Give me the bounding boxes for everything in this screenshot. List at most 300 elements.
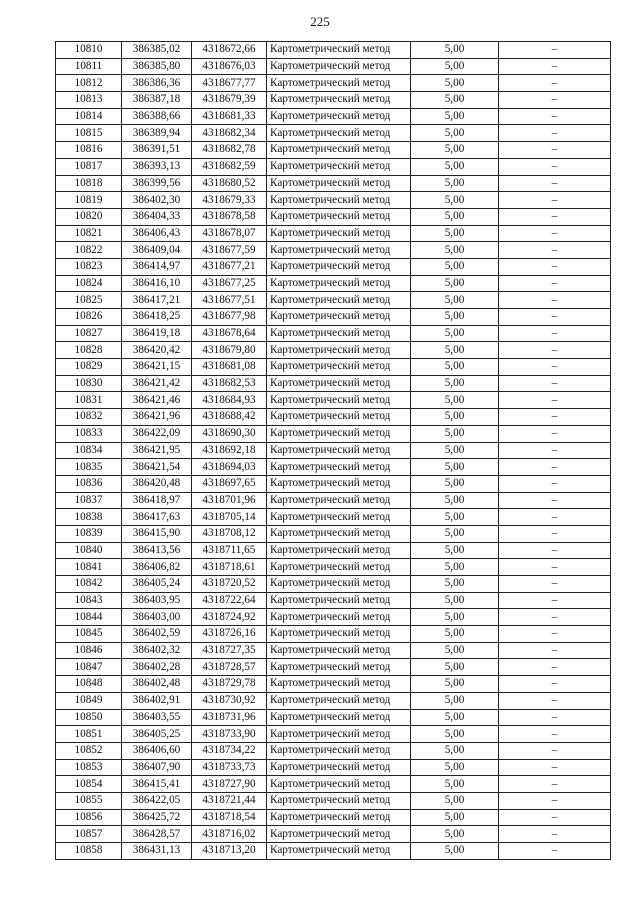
- point-number-cell: 10847: [56, 659, 122, 676]
- x-coordinate-cell: 386421,96: [122, 409, 192, 426]
- table-row: [56, 509, 611, 526]
- method-cell: Картометрический метод: [267, 525, 411, 542]
- method-cell: Картометрический метод: [267, 759, 411, 776]
- description-cell: –: [499, 742, 611, 759]
- method-cell: Картометрический метод: [267, 142, 411, 159]
- point-number-cell: 10823: [56, 258, 122, 275]
- y-coordinate-cell: 4318697,65: [192, 475, 267, 492]
- point-number-cell: 10840: [56, 542, 122, 559]
- accuracy-cell: 5,00: [411, 459, 499, 476]
- y-coordinate-cell: 4318727,90: [192, 776, 267, 793]
- method-cell: Картометрический метод: [267, 626, 411, 643]
- point-number-cell: 10831: [56, 392, 122, 409]
- x-coordinate-cell: 386421,54: [122, 459, 192, 476]
- point-number-cell: 10815: [56, 125, 122, 142]
- description-cell: –: [499, 175, 611, 192]
- x-coordinate-cell: 386407,90: [122, 759, 192, 776]
- x-coordinate-cell: 386403,55: [122, 709, 192, 726]
- x-coordinate-cell: 386421,95: [122, 442, 192, 459]
- method-cell: Картометрический метод: [267, 726, 411, 743]
- accuracy-cell: 5,00: [411, 809, 499, 826]
- method-cell: Картометрический метод: [267, 192, 411, 209]
- point-number-cell: 10835: [56, 459, 122, 476]
- point-number-cell: 10811: [56, 58, 122, 75]
- x-coordinate-cell: 386402,91: [122, 692, 192, 709]
- description-cell: –: [499, 709, 611, 726]
- table-row: [56, 792, 611, 809]
- table-row: [56, 442, 611, 459]
- point-number-cell: 10837: [56, 492, 122, 509]
- point-number-cell: 10812: [56, 75, 122, 92]
- point-number-cell: 10854: [56, 776, 122, 793]
- point-number-cell: 10810: [56, 42, 122, 59]
- x-coordinate-cell: 386402,30: [122, 192, 192, 209]
- x-coordinate-cell: 386409,04: [122, 242, 192, 259]
- y-coordinate-cell: 4318730,92: [192, 692, 267, 709]
- method-cell: Картометрический метод: [267, 42, 411, 59]
- method-cell: Картометрический метод: [267, 75, 411, 92]
- x-coordinate-cell: 386385,80: [122, 58, 192, 75]
- y-coordinate-cell: 4318733,90: [192, 726, 267, 743]
- method-cell: Картометрический метод: [267, 242, 411, 259]
- description-cell: –: [499, 208, 611, 225]
- description-cell: –: [499, 609, 611, 626]
- x-coordinate-cell: 386402,48: [122, 676, 192, 693]
- method-cell: Картометрический метод: [267, 742, 411, 759]
- method-cell: Картометрический метод: [267, 292, 411, 309]
- table-row: [56, 559, 611, 576]
- table-row: [56, 242, 611, 259]
- point-number-cell: 10816: [56, 142, 122, 159]
- description-cell: –: [499, 125, 611, 142]
- accuracy-cell: 5,00: [411, 258, 499, 275]
- point-number-cell: 10855: [56, 792, 122, 809]
- y-coordinate-cell: 4318701,96: [192, 492, 267, 509]
- accuracy-cell: 5,00: [411, 42, 499, 59]
- table-row: [56, 192, 611, 209]
- accuracy-cell: 5,00: [411, 626, 499, 643]
- accuracy-cell: 5,00: [411, 175, 499, 192]
- table-row: [56, 359, 611, 376]
- description-cell: –: [499, 542, 611, 559]
- x-coordinate-cell: 386402,59: [122, 626, 192, 643]
- coordinates-table: [55, 41, 611, 860]
- point-number-cell: 10833: [56, 425, 122, 442]
- x-coordinate-cell: 386404,33: [122, 208, 192, 225]
- point-number-cell: 10843: [56, 592, 122, 609]
- description-cell: –: [499, 843, 611, 860]
- x-coordinate-cell: 386406,60: [122, 742, 192, 759]
- x-coordinate-cell: 386431,13: [122, 843, 192, 860]
- table-row: [56, 592, 611, 609]
- x-coordinate-cell: 386413,56: [122, 542, 192, 559]
- description-cell: –: [499, 425, 611, 442]
- x-coordinate-cell: 386420,42: [122, 342, 192, 359]
- y-coordinate-cell: 4318713,20: [192, 843, 267, 860]
- point-number-cell: 10818: [56, 175, 122, 192]
- table-row: [56, 309, 611, 326]
- description-cell: –: [499, 676, 611, 693]
- description-cell: –: [499, 525, 611, 542]
- table-row: [56, 342, 611, 359]
- description-cell: –: [499, 108, 611, 125]
- x-coordinate-cell: 386402,28: [122, 659, 192, 676]
- accuracy-cell: 5,00: [411, 292, 499, 309]
- table-row: [56, 125, 611, 142]
- method-cell: Картометрический метод: [267, 58, 411, 75]
- y-coordinate-cell: 4318679,80: [192, 342, 267, 359]
- method-cell: Картометрический метод: [267, 559, 411, 576]
- x-coordinate-cell: 386416,10: [122, 275, 192, 292]
- accuracy-cell: 5,00: [411, 108, 499, 125]
- method-cell: Картометрический метод: [267, 359, 411, 376]
- point-number-cell: 10834: [56, 442, 122, 459]
- table-row: [56, 843, 611, 860]
- table-row: [56, 75, 611, 92]
- y-coordinate-cell: 4318678,64: [192, 325, 267, 342]
- table-row: [56, 42, 611, 59]
- x-coordinate-cell: 386405,25: [122, 726, 192, 743]
- method-cell: Картометрический метод: [267, 542, 411, 559]
- y-coordinate-cell: 4318682,78: [192, 142, 267, 159]
- x-coordinate-cell: 386428,57: [122, 826, 192, 843]
- point-number-cell: 10820: [56, 208, 122, 225]
- accuracy-cell: 5,00: [411, 375, 499, 392]
- table-row: [56, 742, 611, 759]
- description-cell: –: [499, 325, 611, 342]
- x-coordinate-cell: 386418,25: [122, 309, 192, 326]
- point-number-cell: 10830: [56, 375, 122, 392]
- y-coordinate-cell: 4318690,30: [192, 425, 267, 442]
- y-coordinate-cell: 4318684,93: [192, 392, 267, 409]
- point-number-cell: 10856: [56, 809, 122, 826]
- accuracy-cell: 5,00: [411, 509, 499, 526]
- accuracy-cell: 5,00: [411, 592, 499, 609]
- x-coordinate-cell: 386422,09: [122, 425, 192, 442]
- table-row: [56, 108, 611, 125]
- x-coordinate-cell: 386419,18: [122, 325, 192, 342]
- y-coordinate-cell: 4318729,78: [192, 676, 267, 693]
- table-row: [56, 676, 611, 693]
- table-row: [56, 392, 611, 409]
- x-coordinate-cell: 386386,36: [122, 75, 192, 92]
- x-coordinate-cell: 386421,46: [122, 392, 192, 409]
- accuracy-cell: 5,00: [411, 576, 499, 593]
- description-cell: –: [499, 559, 611, 576]
- table-row: [56, 92, 611, 109]
- point-number-cell: 10839: [56, 525, 122, 542]
- accuracy-cell: 5,00: [411, 475, 499, 492]
- description-cell: –: [499, 792, 611, 809]
- y-coordinate-cell: 4318682,59: [192, 158, 267, 175]
- y-coordinate-cell: 4318728,57: [192, 659, 267, 676]
- accuracy-cell: 5,00: [411, 559, 499, 576]
- point-number-cell: 10857: [56, 826, 122, 843]
- y-coordinate-cell: 4318718,54: [192, 809, 267, 826]
- y-coordinate-cell: 4318720,52: [192, 576, 267, 593]
- method-cell: Картометрический метод: [267, 92, 411, 109]
- y-coordinate-cell: 4318733,73: [192, 759, 267, 776]
- table-row: [56, 709, 611, 726]
- accuracy-cell: 5,00: [411, 392, 499, 409]
- table-row: [56, 459, 611, 476]
- point-number-cell: 10826: [56, 309, 122, 326]
- description-cell: –: [499, 275, 611, 292]
- description-cell: –: [499, 192, 611, 209]
- method-cell: Картометрический метод: [267, 309, 411, 326]
- point-number-cell: 10813: [56, 92, 122, 109]
- description-cell: –: [499, 592, 611, 609]
- x-coordinate-cell: 386387,18: [122, 92, 192, 109]
- point-number-cell: 10838: [56, 509, 122, 526]
- x-coordinate-cell: 386402,32: [122, 642, 192, 659]
- table-row: [56, 609, 611, 626]
- accuracy-cell: 5,00: [411, 642, 499, 659]
- point-number-cell: 10836: [56, 475, 122, 492]
- x-coordinate-cell: 386418,97: [122, 492, 192, 509]
- x-coordinate-cell: 386422,05: [122, 792, 192, 809]
- description-cell: –: [499, 142, 611, 159]
- description-cell: –: [499, 75, 611, 92]
- x-coordinate-cell: 386405,24: [122, 576, 192, 593]
- table-row: [56, 375, 611, 392]
- x-coordinate-cell: 386403,00: [122, 609, 192, 626]
- point-number-cell: 10817: [56, 158, 122, 175]
- y-coordinate-cell: 4318726,16: [192, 626, 267, 643]
- method-cell: Картометрический метод: [267, 642, 411, 659]
- description-cell: –: [499, 342, 611, 359]
- description-cell: –: [499, 375, 611, 392]
- x-coordinate-cell: 386403,95: [122, 592, 192, 609]
- method-cell: Картометрический метод: [267, 342, 411, 359]
- point-number-cell: 10844: [56, 609, 122, 626]
- description-cell: –: [499, 726, 611, 743]
- method-cell: Картометрический метод: [267, 609, 411, 626]
- description-cell: –: [499, 42, 611, 59]
- method-cell: Картометрический метод: [267, 325, 411, 342]
- y-coordinate-cell: 4318716,02: [192, 826, 267, 843]
- y-coordinate-cell: 4318677,21: [192, 258, 267, 275]
- table-row: [56, 576, 611, 593]
- point-number-cell: 10848: [56, 676, 122, 693]
- accuracy-cell: 5,00: [411, 826, 499, 843]
- method-cell: Картометрический метод: [267, 208, 411, 225]
- accuracy-cell: 5,00: [411, 192, 499, 209]
- description-cell: –: [499, 776, 611, 793]
- description-cell: –: [499, 309, 611, 326]
- table-row: [56, 642, 611, 659]
- description-cell: –: [499, 759, 611, 776]
- y-coordinate-cell: 4318731,96: [192, 709, 267, 726]
- accuracy-cell: 5,00: [411, 75, 499, 92]
- accuracy-cell: 5,00: [411, 492, 499, 509]
- method-cell: Картометрический метод: [267, 709, 411, 726]
- method-cell: Картометрический метод: [267, 108, 411, 125]
- description-cell: –: [499, 242, 611, 259]
- y-coordinate-cell: 4318724,92: [192, 609, 267, 626]
- description-cell: –: [499, 642, 611, 659]
- y-coordinate-cell: 4318734,22: [192, 742, 267, 759]
- point-number-cell: 10858: [56, 843, 122, 860]
- table-body: [56, 42, 611, 860]
- y-coordinate-cell: 4318680,52: [192, 175, 267, 192]
- accuracy-cell: 5,00: [411, 726, 499, 743]
- x-coordinate-cell: 386421,42: [122, 375, 192, 392]
- description-cell: –: [499, 292, 611, 309]
- point-number-cell: 10846: [56, 642, 122, 659]
- table-row: [56, 409, 611, 426]
- y-coordinate-cell: 4318688,42: [192, 409, 267, 426]
- accuracy-cell: 5,00: [411, 759, 499, 776]
- x-coordinate-cell: 386393,13: [122, 158, 192, 175]
- accuracy-cell: 5,00: [411, 609, 499, 626]
- table-row: [56, 809, 611, 826]
- y-coordinate-cell: 4318694,03: [192, 459, 267, 476]
- table-row: [56, 325, 611, 342]
- point-number-cell: 10832: [56, 409, 122, 426]
- description-cell: –: [499, 492, 611, 509]
- point-number-cell: 10850: [56, 709, 122, 726]
- x-coordinate-cell: 386415,90: [122, 525, 192, 542]
- method-cell: Картометрический метод: [267, 843, 411, 860]
- point-number-cell: 10825: [56, 292, 122, 309]
- accuracy-cell: 5,00: [411, 242, 499, 259]
- point-number-cell: 10819: [56, 192, 122, 209]
- table-row: [56, 542, 611, 559]
- description-cell: –: [499, 626, 611, 643]
- accuracy-cell: 5,00: [411, 325, 499, 342]
- accuracy-cell: 5,00: [411, 158, 499, 175]
- point-number-cell: 10852: [56, 742, 122, 759]
- method-cell: Картометрический метод: [267, 592, 411, 609]
- point-number-cell: 10845: [56, 626, 122, 643]
- table-row: [56, 659, 611, 676]
- x-coordinate-cell: 386420,48: [122, 475, 192, 492]
- description-cell: –: [499, 442, 611, 459]
- point-number-cell: 10851: [56, 726, 122, 743]
- accuracy-cell: 5,00: [411, 125, 499, 142]
- method-cell: Картометрический метод: [267, 158, 411, 175]
- x-coordinate-cell: 386415,41: [122, 776, 192, 793]
- y-coordinate-cell: 4318705,14: [192, 509, 267, 526]
- y-coordinate-cell: 4318708,12: [192, 525, 267, 542]
- accuracy-cell: 5,00: [411, 342, 499, 359]
- x-coordinate-cell: 386399,56: [122, 175, 192, 192]
- description-cell: –: [499, 92, 611, 109]
- method-cell: Картометрический метод: [267, 175, 411, 192]
- method-cell: Картометрический метод: [267, 692, 411, 709]
- table-row: [56, 58, 611, 75]
- method-cell: Картометрический метод: [267, 826, 411, 843]
- table-row: [56, 726, 611, 743]
- x-coordinate-cell: 386425,72: [122, 809, 192, 826]
- method-cell: Картометрический метод: [267, 442, 411, 459]
- accuracy-cell: 5,00: [411, 525, 499, 542]
- x-coordinate-cell: 386388,66: [122, 108, 192, 125]
- accuracy-cell: 5,00: [411, 692, 499, 709]
- y-coordinate-cell: 4318679,33: [192, 192, 267, 209]
- description-cell: –: [499, 225, 611, 242]
- point-number-cell: 10841: [56, 559, 122, 576]
- method-cell: Картометрический метод: [267, 459, 411, 476]
- accuracy-cell: 5,00: [411, 659, 499, 676]
- description-cell: –: [499, 659, 611, 676]
- table-row: [56, 492, 611, 509]
- table-row: [56, 175, 611, 192]
- y-coordinate-cell: 4318682,34: [192, 125, 267, 142]
- accuracy-cell: 5,00: [411, 425, 499, 442]
- method-cell: Картометрический метод: [267, 475, 411, 492]
- accuracy-cell: 5,00: [411, 542, 499, 559]
- y-coordinate-cell: 4318681,08: [192, 359, 267, 376]
- x-coordinate-cell: 386417,63: [122, 509, 192, 526]
- y-coordinate-cell: 4318678,58: [192, 208, 267, 225]
- y-coordinate-cell: 4318677,25: [192, 275, 267, 292]
- description-cell: –: [499, 359, 611, 376]
- method-cell: Картометрический метод: [267, 659, 411, 676]
- method-cell: Картометрический метод: [267, 776, 411, 793]
- method-cell: Картометрический метод: [267, 392, 411, 409]
- x-coordinate-cell: 386421,15: [122, 359, 192, 376]
- point-number-cell: 10824: [56, 275, 122, 292]
- method-cell: Картометрический метод: [267, 509, 411, 526]
- accuracy-cell: 5,00: [411, 776, 499, 793]
- point-number-cell: 10828: [56, 342, 122, 359]
- accuracy-cell: 5,00: [411, 359, 499, 376]
- y-coordinate-cell: 4318711,65: [192, 542, 267, 559]
- y-coordinate-cell: 4318682,53: [192, 375, 267, 392]
- method-cell: Картометрический метод: [267, 492, 411, 509]
- y-coordinate-cell: 4318672,66: [192, 42, 267, 59]
- table-row: [56, 208, 611, 225]
- accuracy-cell: 5,00: [411, 742, 499, 759]
- accuracy-cell: 5,00: [411, 92, 499, 109]
- method-cell: Картометрический метод: [267, 576, 411, 593]
- table-row: [56, 425, 611, 442]
- description-cell: –: [499, 809, 611, 826]
- y-coordinate-cell: 4318727,35: [192, 642, 267, 659]
- method-cell: Картометрический метод: [267, 275, 411, 292]
- table-row: [56, 525, 611, 542]
- accuracy-cell: 5,00: [411, 275, 499, 292]
- accuracy-cell: 5,00: [411, 409, 499, 426]
- description-cell: –: [499, 409, 611, 426]
- method-cell: Картометрический метод: [267, 125, 411, 142]
- accuracy-cell: 5,00: [411, 309, 499, 326]
- description-cell: –: [499, 459, 611, 476]
- description-cell: –: [499, 509, 611, 526]
- y-coordinate-cell: 4318677,51: [192, 292, 267, 309]
- table-row: [56, 258, 611, 275]
- accuracy-cell: 5,00: [411, 676, 499, 693]
- accuracy-cell: 5,00: [411, 442, 499, 459]
- description-cell: –: [499, 392, 611, 409]
- method-cell: Картометрический метод: [267, 792, 411, 809]
- accuracy-cell: 5,00: [411, 843, 499, 860]
- y-coordinate-cell: 4318677,77: [192, 75, 267, 92]
- y-coordinate-cell: 4318677,59: [192, 242, 267, 259]
- method-cell: Картометрический метод: [267, 375, 411, 392]
- accuracy-cell: 5,00: [411, 792, 499, 809]
- x-coordinate-cell: 386414,97: [122, 258, 192, 275]
- description-cell: –: [499, 826, 611, 843]
- method-cell: Картометрический метод: [267, 676, 411, 693]
- method-cell: Картометрический метод: [267, 409, 411, 426]
- x-coordinate-cell: 386389,94: [122, 125, 192, 142]
- x-coordinate-cell: 386385,02: [122, 42, 192, 59]
- description-cell: –: [499, 475, 611, 492]
- point-number-cell: 10827: [56, 325, 122, 342]
